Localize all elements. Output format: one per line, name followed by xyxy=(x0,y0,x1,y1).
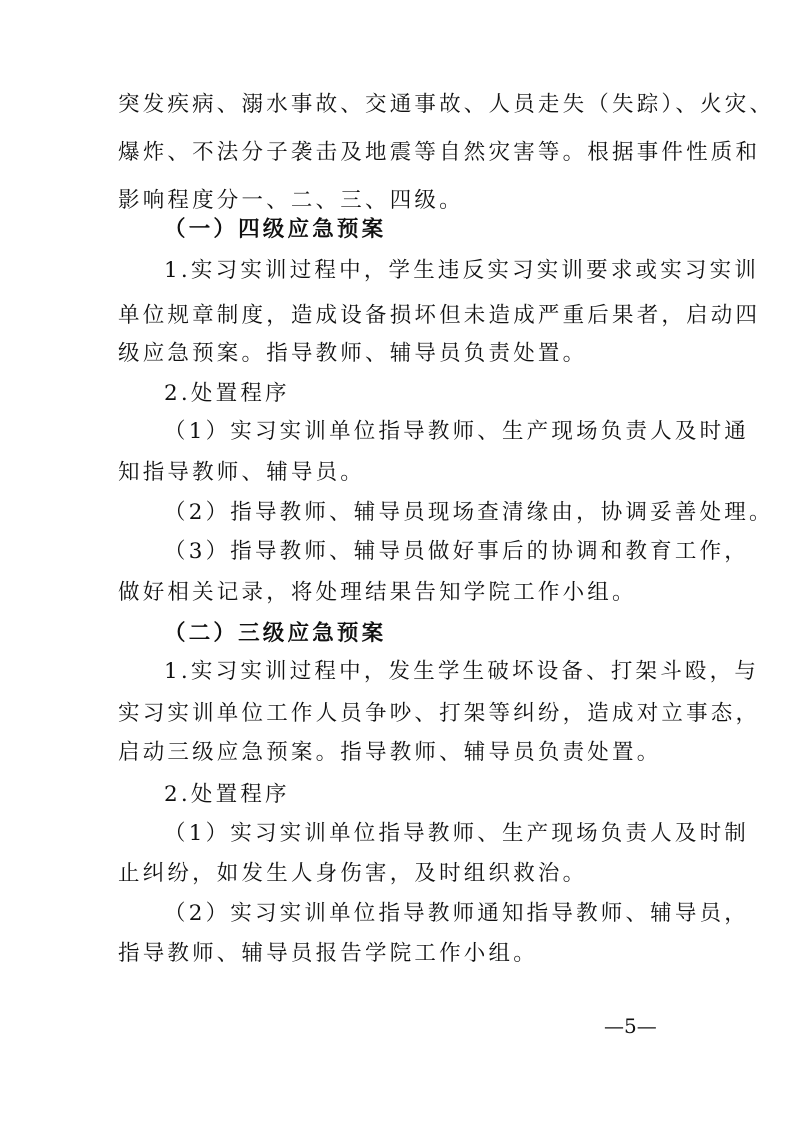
body-text-line: 1.实习实训过程中，学生违反实习实训要求或实习实训 xyxy=(164,258,760,283)
body-text-line: 级应急预案。指导教师、辅导员负责处置。 xyxy=(118,341,588,366)
body-text-line: 1.实习实训过程中，发生学生破坏设备、打架斗殴，与 xyxy=(164,659,760,684)
subsection-heading: 2.处置程序 xyxy=(164,782,290,807)
body-text-line: 突发疾病、溺水事故、交通事故、人员走失（失踪）、火灾、 xyxy=(118,92,775,117)
body-text-line: 实习实训单位工作人员争吵、打架等纠纷，造成对立事态， xyxy=(118,701,761,726)
body-text-line: 爆炸、不法分子袭击及地震等自然灾害等。根据事件性质和 xyxy=(118,140,761,165)
body-text-line: （1）实习实训单位指导教师、生产现场负责人及时通 xyxy=(164,419,749,444)
body-text-line: 启动三级应急预案。指导教师、辅导员负责处置。 xyxy=(118,740,662,765)
body-text-line: （2）实习实训单位指导教师通知指导教师、辅导员， xyxy=(164,901,749,926)
body-text-line: （2）指导教师、辅导员现场查清缘由，协调妥善处理。 xyxy=(164,500,774,525)
body-text-line: 止纠纷，如发生人身伤害，及时组织救治。 xyxy=(118,861,588,886)
body-text-line: （3）指导教师、辅导员做好事后的协调和教育工作， xyxy=(164,539,749,564)
body-text-line: 指导教师、辅导员报告学院工作小组。 xyxy=(118,941,538,966)
body-text-line: 做好相关记录，将处理结果告知学院工作小组。 xyxy=(118,580,637,605)
body-text-line: 单位规章制度，造成设备损坏但未造成严重后果者，启动四 xyxy=(118,303,761,328)
page-number: —5— xyxy=(604,1014,657,1038)
section-heading-level-3: （二）三级应急预案 xyxy=(164,621,387,646)
body-text-line: 知指导教师、辅导员。 xyxy=(118,460,366,485)
body-text-line: （1）实习实训单位指导教师、生产现场负责人及时制 xyxy=(164,821,749,846)
section-heading-level-4: （一）四级应急预案 xyxy=(164,217,387,242)
subsection-heading: 2.处置程序 xyxy=(164,381,290,406)
body-text-line: 影响程度分一、二、三、四级。 xyxy=(118,188,464,213)
